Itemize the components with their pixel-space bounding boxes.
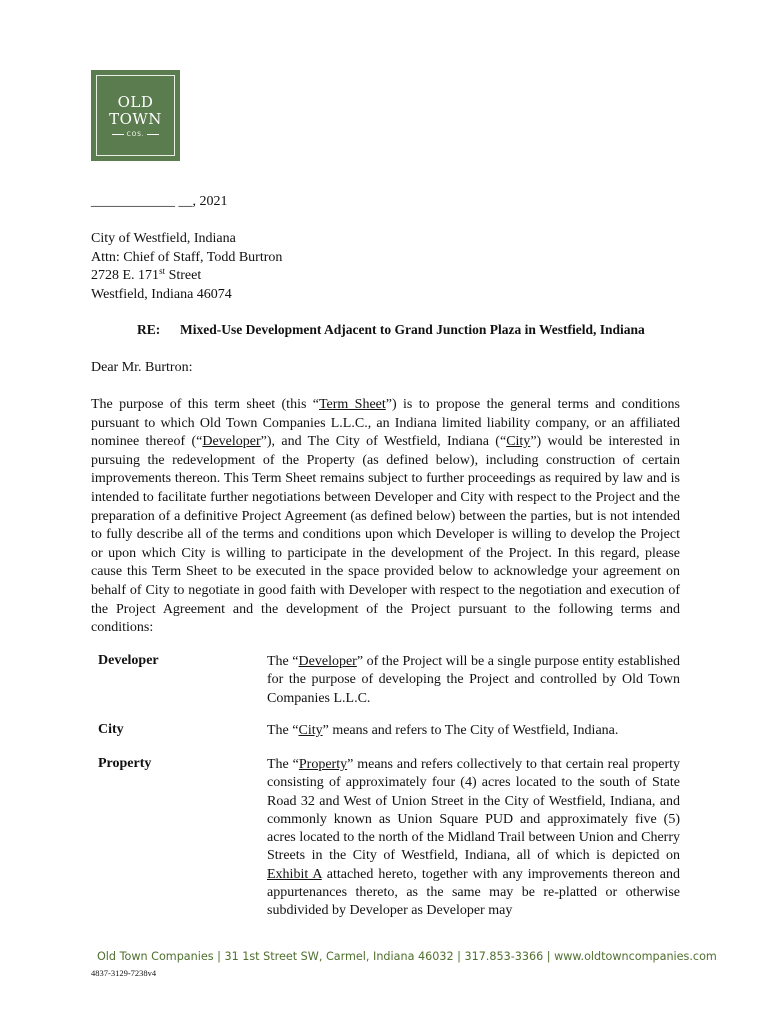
term-text-property: The “Property” means and refers collectively to that certain real property consisting of approximately four (4) acres located to the south of State Road 32 and West of Union Street in the City of Westfield, Indiana, and commonly known as Union Square PUD and approximately five (5) acres located to the north of the Midland Trail between Union and Cherry Streets in the City of Westfield, Indiana, all of which is depicted on Exhibit A attached hereto, together with any improvements thereon and appurtenances thereto, as the same may be re-platted or otherwise subdivided by Developer as Developer may (267, 757, 680, 919)
page-footer: Old Town Companies | 31 1st Street SW, Carmel, Indiana 46032 | 317.853-3366 | www.oldtowncompanies.com (97, 950, 717, 963)
address-line-1: City of Westfield, Indiana (91, 231, 236, 246)
address-line-4: Westfield, Indiana 46074 (91, 286, 232, 302)
developer-defined-term: Developer (202, 434, 261, 450)
logo-cos: COS. (112, 131, 160, 138)
exhibit-a-link: Exhibit A (267, 866, 322, 882)
term-sheet-defined-term: Term Sheet (318, 397, 386, 412)
logo-text-town: TOWN (109, 109, 162, 128)
recipient-address (91, 230, 282, 304)
address-line-3: 2728 E. 171st Street (91, 266, 202, 283)
date-line: ____________ __, 2021 (91, 194, 228, 209)
term-label-developer: Developer (98, 653, 159, 668)
re-label: RE: (137, 322, 161, 337)
logo-frame (96, 75, 175, 156)
intro-paragraph: The purpose of this term sheet (this “Term Sheet”) is to propose the general terms and conditions pursuant to which Old Town Companies L.L.C., an Indiana limited liability company, or an affiliated nominee thereof (“Developer”), and The City of Westfield, Indiana (“City”) would be interested in pursuing the redevelopment of the Property (as defined below), including construction of certain improvements thereon. This Term Sheet remains subject to further proceedings as required by law and is intended to facilitate further negotiations between Developer and City with respect to the Project and the preparation of a definitive Project Agreement (as defined below) between the parties, but is not intended to fully describe all of the terms and conditions upon which Developer is willing to develop the Project or upon which City is willing to participate in the development of the Project. In this regard, please cause this Term Sheet to be executed in the space provided below to acknowledge your agreement on behalf of City to negotiate in good faith with Developer with respect to the negotiation and execution of the Project Agreement and the development of the Project pursuant to the following terms and conditions: (91, 397, 680, 636)
term-text-developer: The “Developer” of the Project will be a single purpose entity established for the purpose of developing the Project and controlled by Old Town Companies L.L.C. (267, 654, 680, 706)
logo-text-old: OLD (117, 92, 154, 111)
term-text-city: The “City” means and refers to The City of Westfield, Indiana. (267, 723, 619, 738)
document-id: 4837-3129-7238v4 (91, 968, 157, 978)
city-defined-term: City (506, 434, 531, 450)
term-label-property: Property (98, 756, 152, 771)
term-label-city: City (98, 722, 124, 737)
company-logo (91, 70, 180, 161)
salutation: Dear Mr. Burtron: (91, 360, 193, 375)
re-subject: Mixed-Use Development Adjacent to Grand Junction Plaza in Westfield, Indiana (180, 322, 645, 337)
address-line-2: Attn: Chief of Staff, Todd Burtron (91, 249, 283, 265)
